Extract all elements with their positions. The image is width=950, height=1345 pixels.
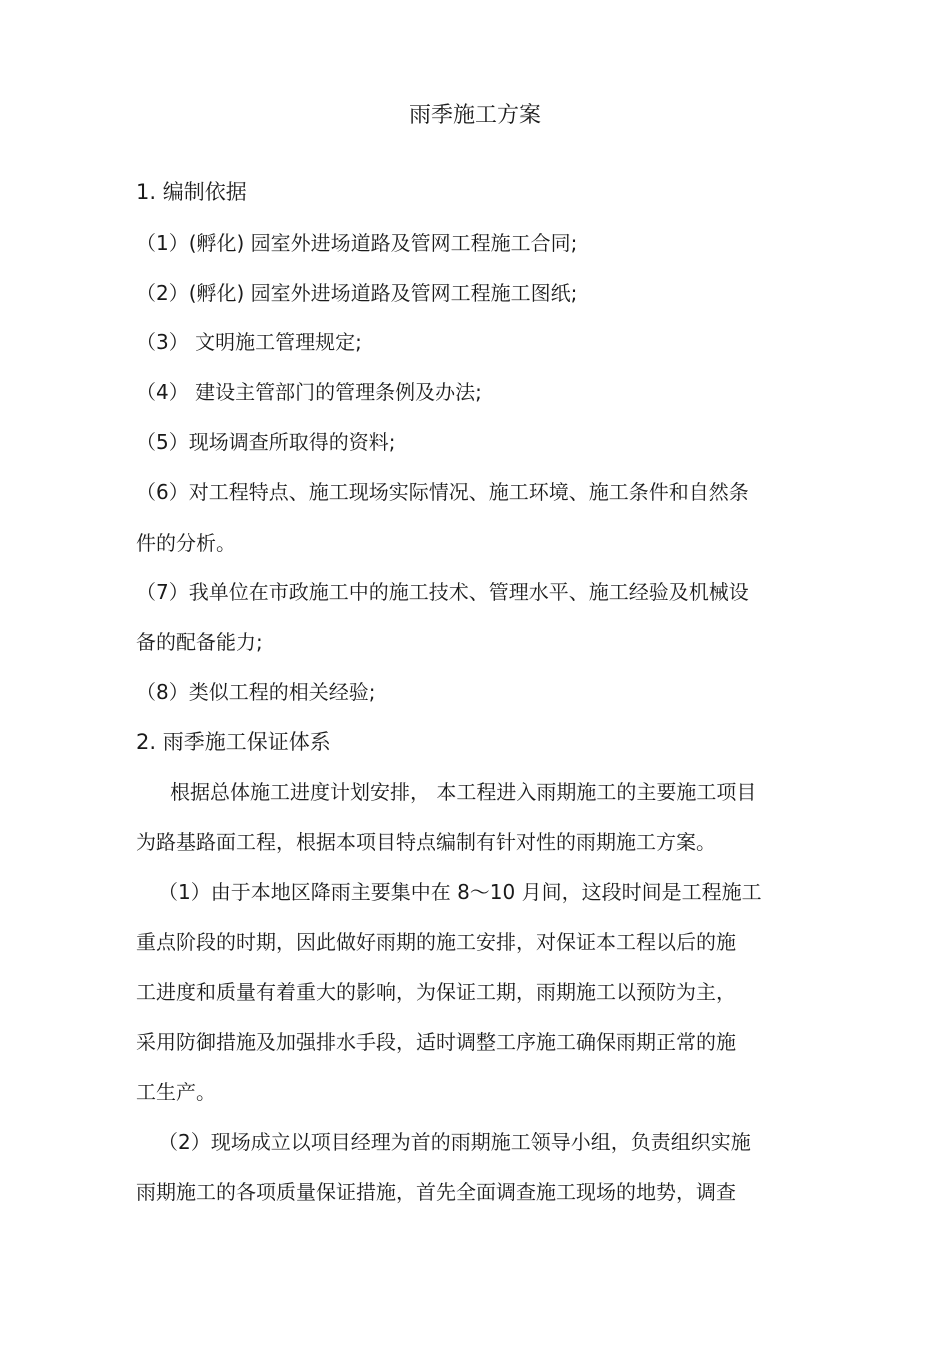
basis-item-3: （3） 文明施工管理规定; [136,330,362,354]
section-heading-2: 2. 雨季施工保证体系 [136,730,331,754]
basis-item-5: （5）现场调查所取得的资料; [136,430,396,454]
basis-item-6-cont: 件的分析。 [136,531,236,555]
paragraph-line: （1）由于本地区降雨主要集中在 8～10 月间，这段时间是工程施工 [158,880,762,904]
document-title: 雨季施工方案 [408,103,541,128]
paragraph-line: 根据总体施工进度计划安排， 本工程进入雨期施工的主要施工项目 [170,780,757,804]
basis-item-7-cont: 备的配备能力; [136,630,263,654]
paragraph-line: （2）现场成立以项目经理为首的雨期施工领导小组，负责组织实施 [158,1130,751,1154]
basis-item-4: （4） 建设主管部门的管理条例及办法; [136,380,482,404]
paragraph-line: 采用防御措施及加强排水手段，适时调整工序施工确保雨期正常的施 [136,1030,736,1054]
basis-item-1: （1）(孵化) 园室外进场道路及管网工程施工合同; [136,231,578,255]
basis-item-8: （8）类似工程的相关经验; [136,680,376,704]
paragraph-line: 工生产。 [136,1080,216,1104]
paragraph-line: 重点阶段的时期，因此做好雨期的施工安排，对保证本工程以后的施 [136,930,736,954]
basis-item-2: （2）(孵化) 园室外进场道路及管网工程施工图纸; [136,281,578,305]
basis-item-6: （6）对工程特点、施工现场实际情况、施工环境、施工条件和自然条 [136,480,749,504]
section-heading-1: 1. 编制依据 [136,180,247,204]
paragraph-line: 为路基路面工程，根据本项目特点编制有针对性的雨期施工方案。 [136,830,716,854]
basis-item-7: （7）我单位在市政施工中的施工技术、管理水平、施工经验及机械设 [136,580,749,604]
paragraph-line: 工进度和质量有着重大的影响，为保证工期，雨期施工以预防为主， [136,980,736,1004]
paragraph-line: 雨期施工的各项质量保证措施，首先全面调查施工现场的地势，调查 [136,1180,736,1204]
